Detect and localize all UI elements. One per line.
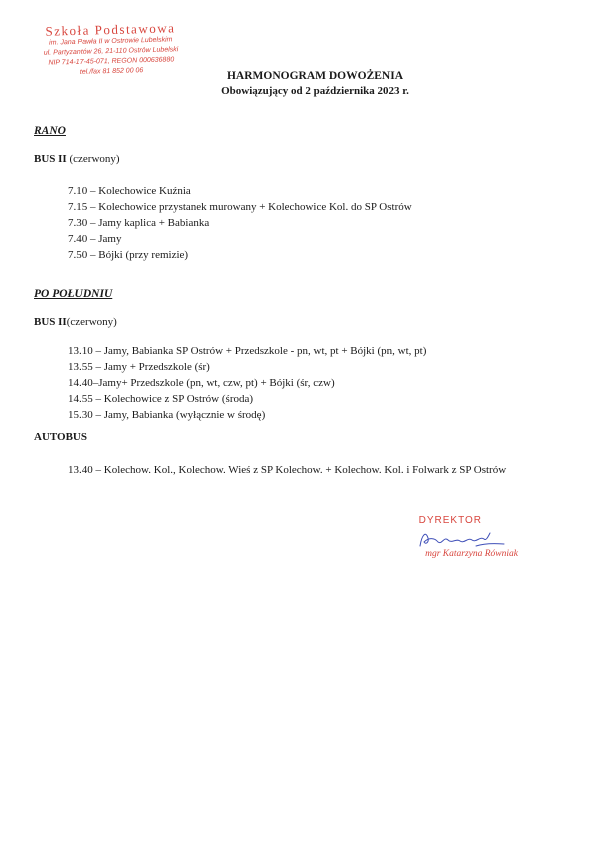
director-signature-stamp — [388, 514, 518, 560]
stamp-school-name: Szkoła Podstawowa — [45, 20, 176, 39]
handwritten-signature-icon — [416, 528, 512, 550]
autobus-label: AUTOBUS — [34, 431, 87, 443]
list-item: 13.40 – Kolechow. Kol., Kolechow. Wieś z SP Kolechow. + Kolechow. Kol. i Folwark z SP Ostrów — [68, 464, 507, 476]
section-afternoon-title: PO POŁUDNIU — [34, 288, 113, 300]
document-header — [200, 68, 430, 99]
autobus-schedule-list — [68, 462, 506, 478]
list-item: 7.10 – Kolechowice Kuźnia — [68, 185, 191, 197]
document-title: HARMONOGRAM DOWOŻENIA — [226, 70, 403, 82]
list-item: 13.55 – Jamy + Przedszkole (śr) — [68, 361, 210, 373]
bus-note: (czerwony) — [66, 316, 117, 328]
list-item: 7.50 – Bójki (przy remizie) — [68, 249, 189, 261]
signature-person: mgr Katarzyna Równiak — [425, 549, 518, 559]
list-item: 7.30 – Jamy kaplica + Babianka — [68, 217, 210, 229]
list-item: 15.30 – Jamy, Babianka (wyłącznie w środę) — [68, 409, 266, 421]
section-morning-title: RANO — [34, 125, 66, 137]
list-item: 14.55 – Kolechowice z SP Ostrów (środa) — [68, 393, 254, 405]
bus-note: (czerwony) — [66, 153, 120, 165]
stamp-line: tel./fax 81 852 00 06 — [79, 67, 144, 76]
afternoon-bus-title — [34, 316, 117, 328]
stamp-line: ul. Partyzantów 26, 21-110 Ostrów Lubelski — [43, 46, 179, 57]
autobus-title — [34, 431, 87, 443]
signature-role: DYREKTOR — [418, 515, 482, 526]
stamp-line: im. Jana Pawła II w Ostrowie Lubelskim — [49, 36, 173, 47]
list-item: 13.10 – Jamy, Babianka SP Ostrów + Przedszkole - pn, wt, pt + Bójki (pn, wt, pt) — [68, 345, 427, 357]
morning-schedule-list — [68, 183, 412, 263]
list-item: 14.40–Jamy+ Przedszkole (pn, wt, czw, pt) + Bójki (śr, czw) — [68, 377, 335, 389]
school-stamp — [35, 20, 186, 79]
list-item: 7.15 – Kolechowice przystanek murowany + Kolechowice Kol. do SP Ostrów — [68, 201, 412, 213]
morning-bus-title — [34, 153, 120, 165]
afternoon-schedule-list — [68, 343, 426, 423]
bus-name: BUS II — [34, 316, 67, 328]
bus-name: BUS II — [34, 153, 67, 165]
list-item: 7.40 – Jamy — [68, 233, 122, 245]
stamp-line: NIP 714-17-45-071, REGON 000636880 — [48, 56, 175, 67]
document-subtitle: Obowiązujący od 2 października 2023 r. — [221, 85, 409, 97]
